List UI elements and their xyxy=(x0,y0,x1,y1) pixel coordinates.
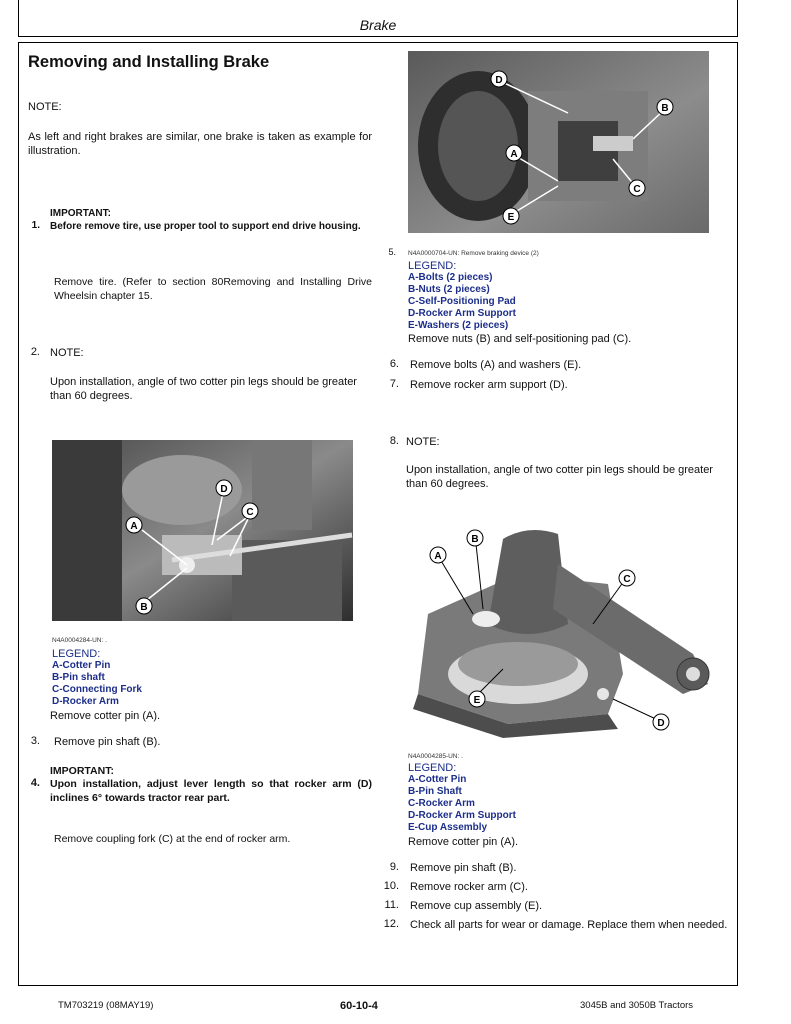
svg-text:E: E xyxy=(473,695,481,706)
figure1-photo xyxy=(52,440,353,621)
figure3-callout-a xyxy=(430,547,446,563)
step8-text: Upon installation, angle of two cotter pin legs should be greater than 60 degrees. xyxy=(406,464,713,490)
footer-page-number: 60-10-4 xyxy=(340,1000,378,1012)
figure2-illustration xyxy=(408,51,709,233)
legend-item: A-Cotter Pin xyxy=(408,774,467,785)
step6-number: 6. xyxy=(389,358,399,370)
figure2-caption: N4A0000704-UN: Remove braking device (2) xyxy=(408,250,539,257)
step8-number: 8. xyxy=(389,435,399,447)
figure3-callout-d xyxy=(653,714,669,730)
figure2-callout-a xyxy=(506,145,522,161)
figure2-callout-d xyxy=(491,71,507,87)
svg-text:B: B xyxy=(140,602,148,613)
legend-item: E-Washers (2 pieces) xyxy=(408,320,509,331)
step7-number: 7. xyxy=(389,378,399,390)
figure3-illustration xyxy=(408,524,724,738)
figure3-callout-b xyxy=(467,530,483,546)
step9-number: 9. xyxy=(389,861,399,873)
step10-text: Remove rocker arm (C). xyxy=(410,881,528,893)
step4-text: Remove coupling fork (C) at the end of rocker arm. xyxy=(54,833,291,845)
legend-item: E-Cup Assembly xyxy=(408,822,488,833)
figure2-callout-b xyxy=(657,99,673,115)
step4-important-text: Upon installation, adjust lever length so that rocker arm (D) inclines 6° towards tractor rear part. xyxy=(50,778,372,804)
svg-text:B: B xyxy=(661,103,669,114)
figure1-illustration xyxy=(52,440,353,621)
svg-text:A: A xyxy=(130,521,138,532)
figure3-after-text: Remove cotter pin (A). xyxy=(408,836,519,848)
step9-text: Remove pin shaft (B). xyxy=(410,862,517,874)
svg-text:C: C xyxy=(623,574,631,585)
step3-text: Remove pin shaft (B). xyxy=(54,736,161,748)
step4-number: 4. xyxy=(30,777,40,789)
legend-item: D-Rocker Arm Support xyxy=(408,308,516,319)
figure1-callout-d xyxy=(216,480,232,496)
figure1-after-text: Remove cotter pin (A). xyxy=(50,710,161,722)
figure1-caption: N4A0004284-UN: . xyxy=(52,637,107,644)
note-text: As left and right brakes are similar, one brake is taken as example for illustration. xyxy=(28,131,372,157)
step10-number: 10. xyxy=(383,880,399,892)
header-box xyxy=(18,0,738,37)
figure2-photo xyxy=(408,51,709,233)
step1-number: 1. xyxy=(31,220,40,231)
figure3-callout-e xyxy=(469,691,485,707)
legend-item: C-Connecting Fork xyxy=(52,684,142,695)
svg-text:D: D xyxy=(220,484,228,495)
figure2-legend xyxy=(408,260,516,332)
svg-text:C: C xyxy=(633,184,641,195)
step11-number: 11. xyxy=(384,899,399,911)
footer-model: 3045B and 3050B Tractors xyxy=(580,1000,694,1011)
svg-text:A: A xyxy=(434,551,442,562)
step11-text: Remove cup assembly (E). xyxy=(410,900,543,912)
figure2-callout-e xyxy=(503,208,519,224)
step1-text: Remove tire. (Refer to section 80Removing and Installing Drive Wheelsin chapter 15. xyxy=(54,276,372,302)
step6-text: Remove bolts (A) and washers (E). xyxy=(410,359,582,371)
figure2-after-text: Remove nuts (B) and self-positioning pad (C). xyxy=(408,333,632,345)
legend-item: D-Rocker Arm xyxy=(52,696,119,707)
legend-title: LEGEND: xyxy=(52,648,101,660)
legend-item: B-Pin Shaft xyxy=(408,786,462,797)
legend-title: LEGEND: xyxy=(408,260,457,272)
svg-text:C: C xyxy=(246,507,254,518)
svg-text:A: A xyxy=(510,149,518,160)
footer-doc-id: TM703219 (08MAY19) xyxy=(58,1000,154,1011)
step8-label: NOTE: xyxy=(406,436,440,448)
step1-important-label: IMPORTANT: xyxy=(50,208,111,219)
legend-item: B-Pin shaft xyxy=(52,672,105,683)
figure1-callout-c xyxy=(242,503,258,519)
figure3-callout-c xyxy=(619,570,635,586)
step1-important-text: Before remove tire, use proper tool to support end drive housing. xyxy=(50,221,361,232)
svg-text:D: D xyxy=(657,718,665,729)
legend-title: LEGEND: xyxy=(408,762,457,774)
figure1-legend xyxy=(52,648,142,708)
figure3-photo xyxy=(408,524,724,738)
legend-item: D-Rocker Arm Support xyxy=(408,810,516,821)
step4-important-label: IMPORTANT: xyxy=(50,765,114,777)
legend-item: A-Bolts (2 pieces) xyxy=(408,272,493,283)
figure3-caption: N4A0004285-UN: . xyxy=(408,753,463,760)
legend-item: C-Self-Positioning Pad xyxy=(408,296,516,307)
step2-number: 2. xyxy=(30,346,40,358)
step3-number: 3. xyxy=(30,735,40,747)
svg-text:D: D xyxy=(495,75,503,86)
page-header-title: Brake xyxy=(359,17,397,33)
figure2-callout-c xyxy=(629,180,645,196)
legend-item: B-Nuts (2 pieces) xyxy=(408,284,490,295)
note-label: NOTE: xyxy=(28,101,62,113)
legend-item: A-Cotter Pin xyxy=(52,660,111,671)
svg-text:E: E xyxy=(507,212,515,223)
step5-number: 5. xyxy=(388,247,396,257)
step2-label: NOTE: xyxy=(50,347,84,359)
svg-text:B: B xyxy=(471,534,479,545)
figure1-callout-b xyxy=(136,598,152,614)
figure1-callout-a xyxy=(126,517,142,533)
step2-text: Upon installation, angle of two cotter pin legs should be greater than 60 degrees. xyxy=(50,376,357,402)
figure3-legend xyxy=(408,762,516,834)
step12-number: 12. xyxy=(383,918,399,930)
legend-item: C-Rocker Arm xyxy=(408,798,475,809)
step7-text: Remove rocker arm support (D). xyxy=(410,379,568,391)
step12-text: Check all parts for wear or damage. Replace them when needed. xyxy=(410,919,728,931)
section-title: Removing and Installing Brake xyxy=(28,53,270,71)
